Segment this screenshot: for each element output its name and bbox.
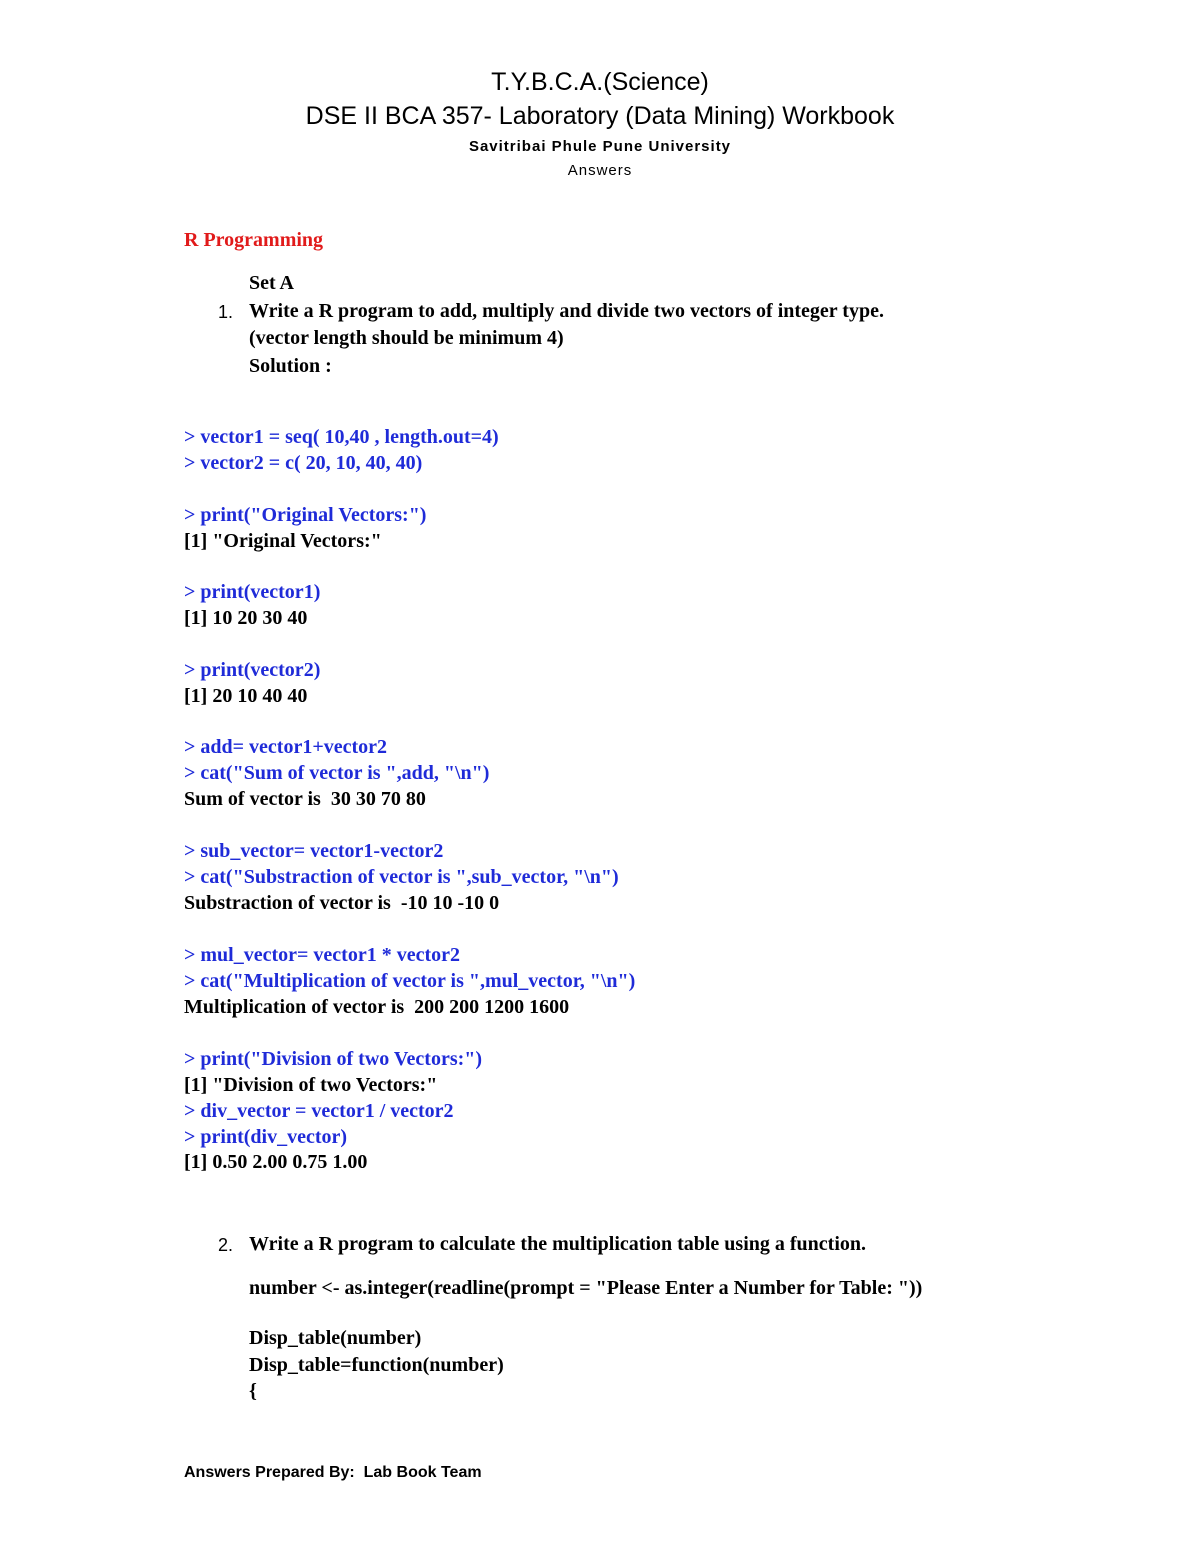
- output-line: Sum of vector is 30 30 70 80: [184, 788, 426, 810]
- answers-label: Answers: [567, 162, 633, 179]
- code-line: > add= vector1+vector2: [184, 736, 388, 758]
- question-1-note: (vector length should be minimum 4): [249, 327, 564, 349]
- code-line: > mul_vector= vector1 * vector2: [184, 944, 461, 966]
- code-line: Disp_table(number): [249, 1327, 422, 1349]
- output-line: Substraction of vector is -10 10 -10 0: [184, 892, 500, 914]
- output-line: [1] 10 20 30 40: [184, 607, 308, 629]
- code-line: number <- as.integer(readline(prompt = "Please Enter a Number for Table: ")): [249, 1277, 923, 1299]
- section-title: R Programming: [184, 229, 324, 251]
- code-line: > cat("Sum of vector is ",add, "\n"): [184, 762, 490, 784]
- university-name: Savitribai Phule Pune University: [468, 138, 732, 155]
- question-2-text: Write a R program to calculate the multiplication table using a function.: [249, 1233, 867, 1255]
- output-line: [1] 20 10 40 40: [184, 685, 308, 707]
- footer-credit: Answers Prepared By: Lab Book Team: [184, 1464, 482, 1481]
- set-label: Set A: [249, 272, 294, 294]
- code-line: {: [249, 1380, 257, 1402]
- code-line: > print(vector2): [184, 659, 321, 681]
- code-line: > cat("Multiplication of vector is ",mul_vector, "\n"): [184, 970, 636, 992]
- code-line: > vector1 = seq( 10,40 , length.out=4): [184, 426, 499, 448]
- document-subtitle: DSE II BCA 357- Laboratory (Data Mining) Workbook: [305, 102, 895, 130]
- question-number-1: 1.: [218, 302, 234, 322]
- code-line: Disp_table=function(number): [249, 1354, 504, 1376]
- code-line: > div_vector = vector1 / vector2: [184, 1100, 454, 1122]
- code-line: > cat("Substraction of vector is ",sub_vector, "\n"): [184, 866, 619, 888]
- code-line: > print(vector1): [184, 581, 321, 603]
- question-1-text: Write a R program to add, multiply and divide two vectors of integer type.: [249, 300, 884, 322]
- output-line: [1] "Original Vectors:": [184, 530, 382, 552]
- code-line: > vector2 = c( 20, 10, 40, 40): [184, 452, 423, 474]
- output-line: [1] "Division of two Vectors:": [184, 1074, 438, 1096]
- code-line: > print("Original Vectors:"): [184, 504, 427, 526]
- output-line: Multiplication of vector is 200 200 1200 1600: [184, 996, 570, 1018]
- code-line: > print(div_vector): [184, 1126, 348, 1148]
- document-title: T.Y.B.C.A.(Science): [491, 68, 709, 96]
- output-line: [1] 0.50 2.00 0.75 1.00: [184, 1151, 368, 1173]
- solution-label: Solution :: [249, 355, 332, 377]
- code-line: > sub_vector= vector1-vector2: [184, 840, 444, 862]
- code-line: > print("Division of two Vectors:"): [184, 1048, 483, 1070]
- question-number-2: 2.: [218, 1235, 234, 1255]
